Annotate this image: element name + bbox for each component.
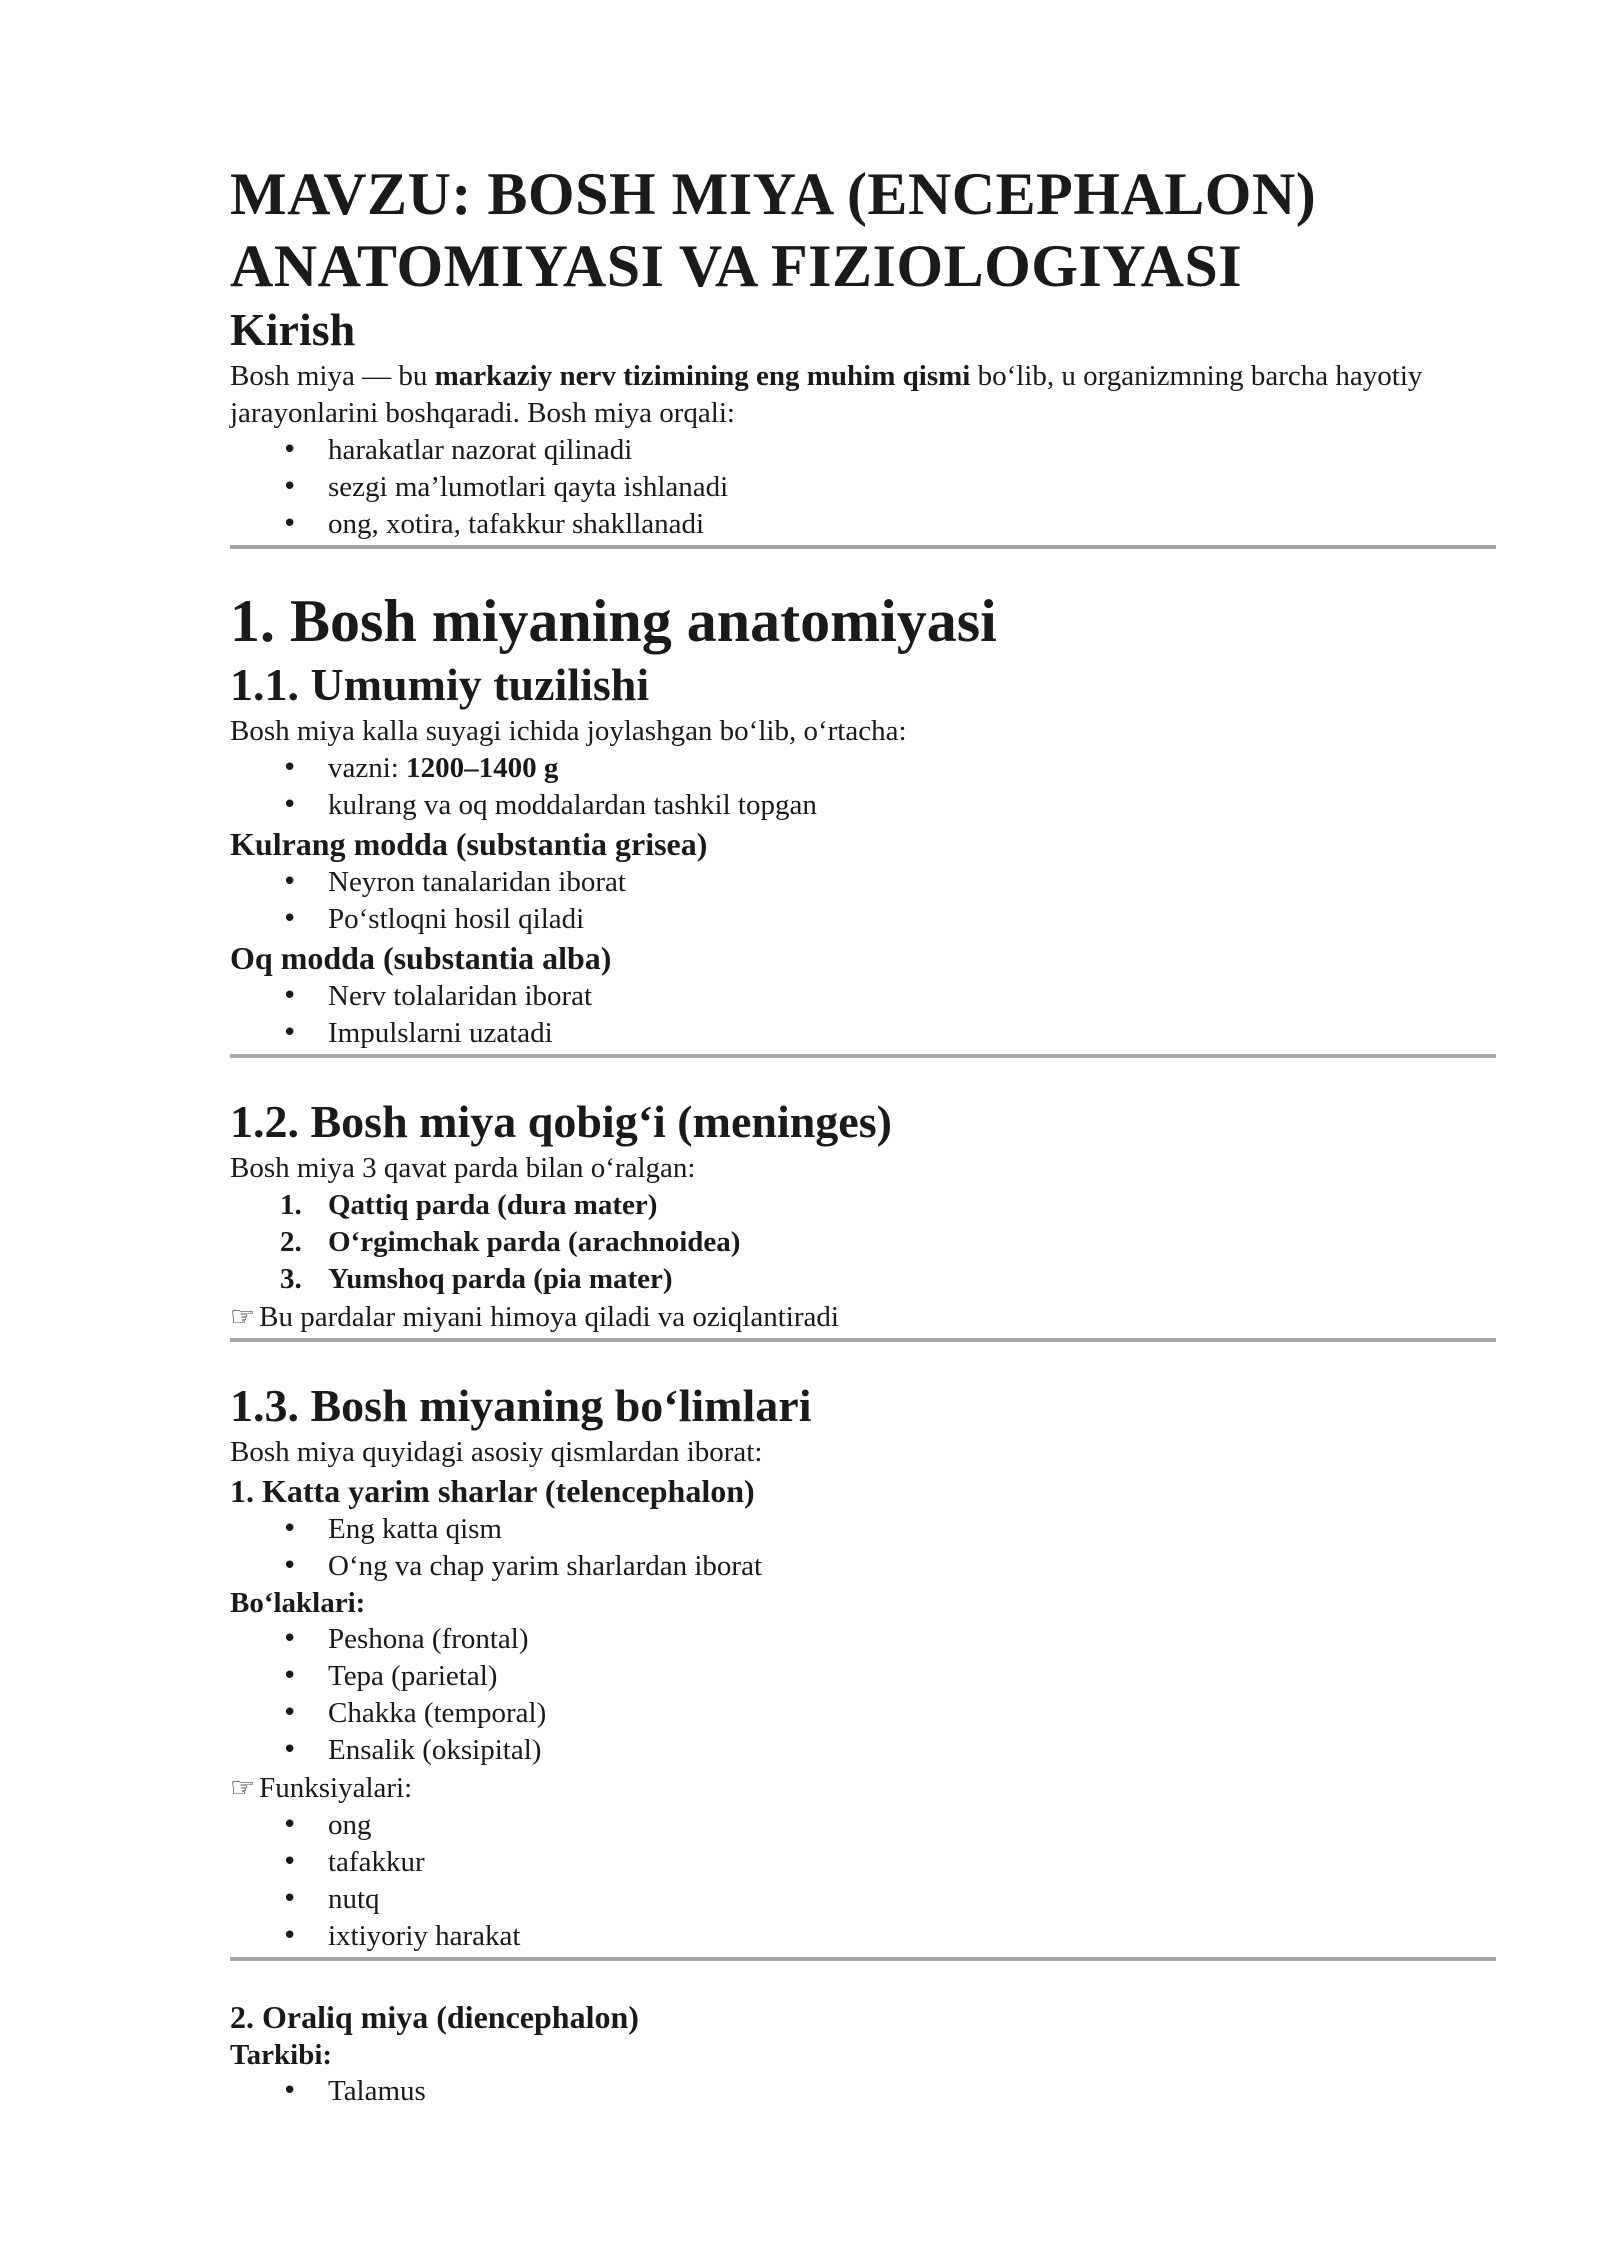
functions-text: Funksiyalari:	[259, 1772, 413, 1804]
list-item: • Tepa (parietal)	[230, 1658, 1500, 1695]
list-item: • harakatlar nazorat qilinadi	[230, 432, 1500, 469]
list-item: • kulrang va oq moddalardan tashkil topgan	[230, 787, 1500, 824]
section-1-2-heading: 1.2. Bosh miya qobig‘i (meninges)	[230, 1096, 892, 1147]
list-item: • tafakkur	[230, 1844, 1500, 1881]
intro-text-end: bo‘lib, u organizmning barcha hayotiy jarayonlarini boshqaradi. Bosh miya orqali:	[230, 360, 1423, 429]
intro-text-bold: markaziy nerv tizimining eng muhim qismi	[434, 360, 971, 392]
list-item: • sezgi ma’lumotlari qayta ishlanadi	[230, 469, 1500, 506]
note-text: Bu pardalar miyani himoya qiladi va oziqlantiradi	[259, 1301, 839, 1333]
title-line-2: ANATOMIYASI VA FIZIOLOGIYASI	[230, 233, 1243, 299]
section-1-heading: 1. Bosh miyaning anatomiyasi	[230, 588, 997, 654]
section-1-1-paragraph: Bosh miya kalla suyagi ichida joylashgan bo‘lib, o‘rtacha:	[230, 715, 907, 747]
grey-matter-list	[230, 864, 1500, 938]
list-item: • Eng katta qism	[230, 1511, 1500, 1548]
list-item: • ong	[230, 1807, 1500, 1844]
list-item: • Po‘stloqni hosil qiladi	[230, 901, 1500, 938]
document-title	[230, 158, 1500, 302]
lobes-list	[230, 1621, 1500, 1769]
intro-text-start: Bosh miya — bu	[230, 360, 435, 392]
weight-label: vazni:	[328, 752, 407, 784]
white-matter-heading: Oq modda (substantia alba)	[230, 940, 612, 976]
list-item	[230, 1224, 1500, 1261]
intro-list	[230, 432, 1500, 543]
list-item: • ixtiyoriy harakat	[230, 1918, 1500, 1955]
list-item: • ong, xotira, tafakkur shakllanadi	[230, 506, 1500, 543]
list-item	[230, 1261, 1500, 1298]
list-text: Qattiq parda (dura mater)	[328, 1189, 658, 1221]
list-number: 2.	[280, 1226, 302, 1258]
section-1-1-list	[230, 750, 1500, 824]
list-item: • Nerv tolalaridan iborat	[230, 978, 1500, 1015]
pointing-hand-icon: ☞	[230, 1300, 256, 1333]
meninges-list	[230, 1187, 1500, 1298]
list-item: • Ensalik (oksipital)	[230, 1732, 1500, 1769]
list-text: Yumshoq parda (pia mater)	[328, 1263, 673, 1295]
list-item	[230, 1187, 1500, 1224]
meninges-note	[230, 1298, 1500, 1336]
section-1-3-paragraph: Bosh miya quyidagi asosiy qismlardan iborat:	[230, 1436, 763, 1468]
section-1-1-heading: 1.1. Umumiy tuzilishi	[230, 659, 650, 710]
diencephalon-list	[230, 2073, 1500, 2110]
functions-list	[230, 1807, 1500, 1955]
title-line-1: MAVZU: BOSH MIYA (ENCEPHALON)	[230, 161, 1317, 227]
list-item	[230, 750, 1500, 787]
diencephalon-heading: 2. Oraliq miya (diencephalon)	[230, 1999, 639, 2035]
white-matter-list	[230, 978, 1500, 1052]
weight-value: 1200–1400 g	[406, 752, 559, 784]
list-item: • Impulslarni uzatadi	[230, 1015, 1500, 1052]
list-item: • Neyron tanalaridan iborat	[230, 864, 1500, 901]
functions-label	[230, 1769, 1500, 1807]
intro-heading: Kirish	[230, 304, 356, 355]
list-item: • Chakka (temporal)	[230, 1695, 1500, 1732]
list-text: O‘rgimchak parda (arachnoidea)	[328, 1226, 741, 1258]
list-item: • nutq	[230, 1881, 1500, 1918]
composition-heading: Tarkibi:	[230, 2039, 333, 2071]
intro-paragraph	[230, 358, 1500, 432]
section-1-2-paragraph: Bosh miya 3 qavat parda bilan o‘ralgan:	[230, 1152, 696, 1184]
lobes-heading: Bo‘laklari:	[230, 1587, 366, 1619]
telencephalon-list	[230, 1511, 1500, 1585]
list-number: 3.	[280, 1263, 302, 1295]
document-content	[230, 158, 1500, 2110]
list-item: • O‘ng va chap yarim sharlardan iborat	[230, 1548, 1500, 1585]
list-number: 1.	[280, 1189, 302, 1221]
section-1-3-heading: 1.3. Bosh miyaning bo‘limlari	[230, 1380, 812, 1431]
list-item: • Talamus	[230, 2073, 1500, 2110]
grey-matter-heading: Kulrang modda (substantia grisea)	[230, 826, 708, 862]
list-item: • Peshona (frontal)	[230, 1621, 1500, 1658]
pointing-hand-icon: ☞	[230, 1771, 256, 1804]
telencephalon-heading: 1. Katta yarim sharlar (telencephalon)	[230, 1473, 755, 1509]
